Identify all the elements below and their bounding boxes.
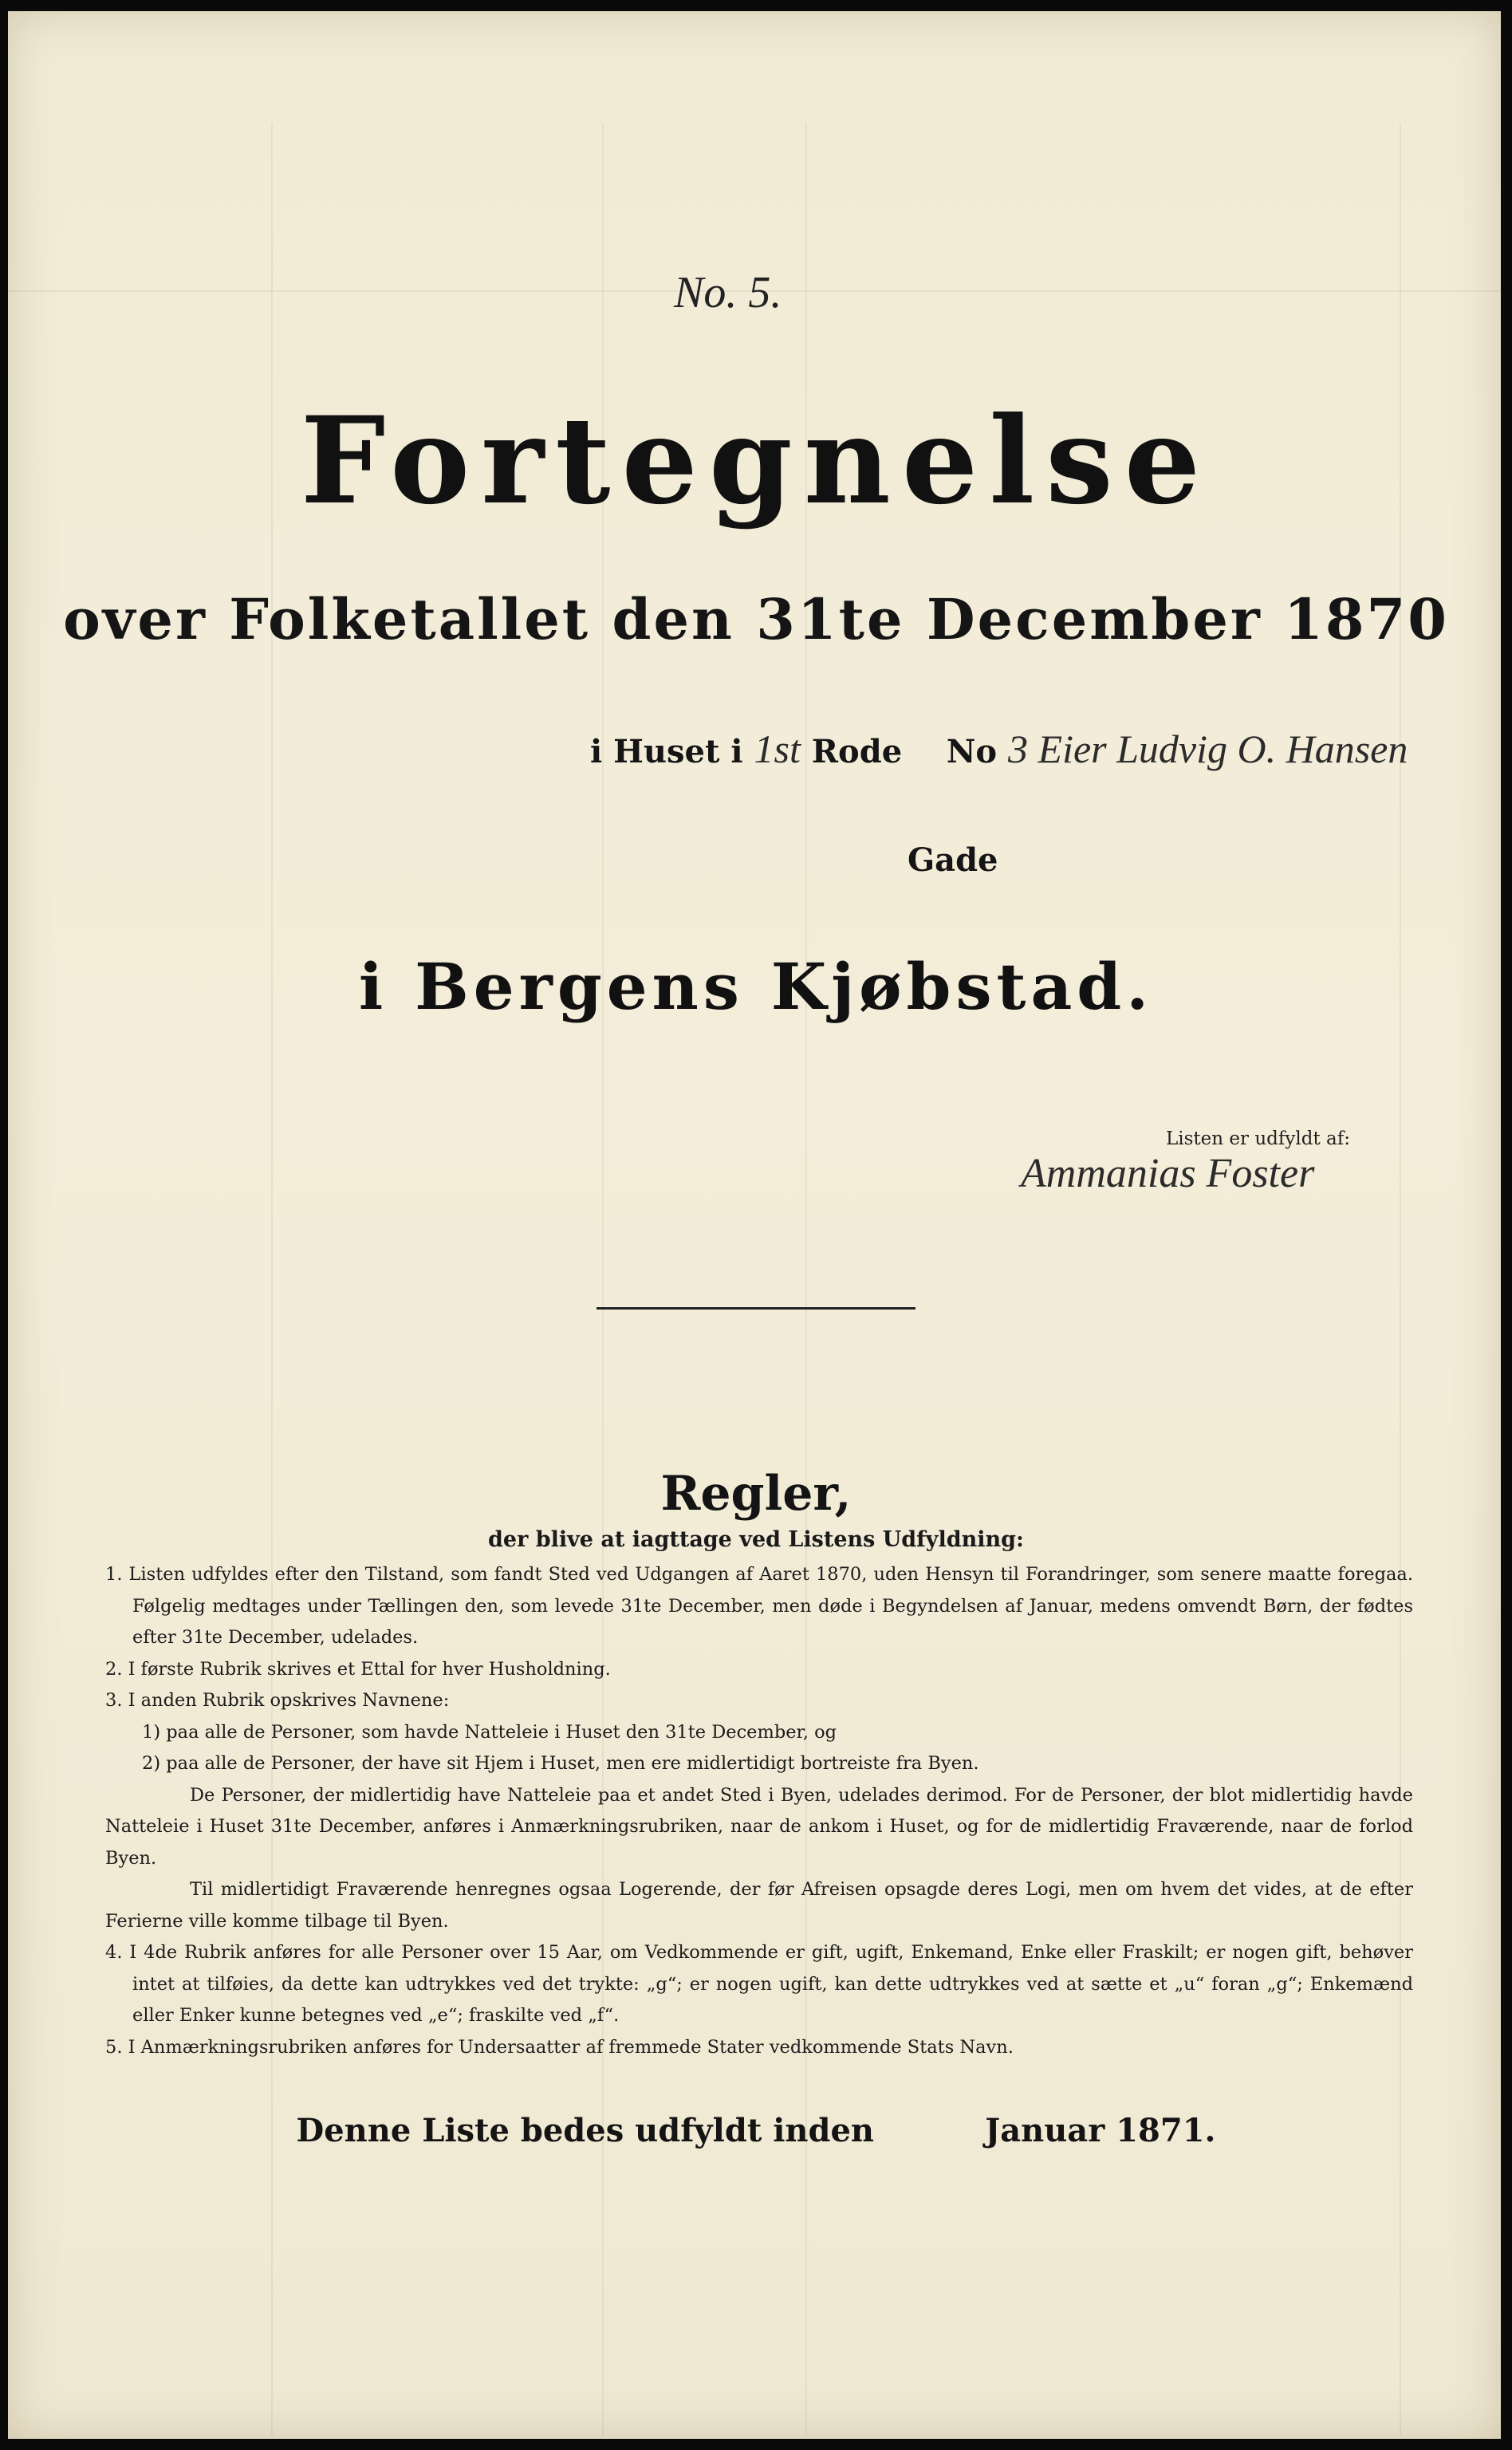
house-prefix: i Huset i: [590, 733, 743, 770]
house-address-line: [590, 726, 1408, 772]
form-number: No. 5.: [674, 268, 782, 317]
page-subtitle: over Folketallet den 31te December 1870: [63, 586, 1449, 652]
filled-by-label: Listen er udfyldt af:: [1166, 1128, 1350, 1149]
page-title: Fortegnelse: [300, 391, 1212, 531]
rules-list: [105, 1559, 1413, 2063]
census-form-sheet: [8, 11, 1501, 2439]
street-label: Gade: [908, 841, 998, 879]
rule-item-4: 4. I 4de Rubrik anføres for alle Personer over 15 Aar, om Vedkommende er gift, ugift, Enkemand, Enke eller Fraskilt; er nogen gift, behøver intet at tilføies, da dette kan udtrykkes ved det trykte: „g“; er nogen ugift, kan dette udtrykkes ved at sætte et „u“ foran „g“; Enkemænd eller Enker kunne betegnes ved „e“; fraskilte ved „f“.: [105, 1942, 1413, 2026]
rules-heading: Regler,: [660, 1466, 852, 1522]
number-label: No: [946, 733, 998, 770]
rule-item-3-sub-2: 2) paa alle de Personer, der have sit Hjem i Huset, men ere midlertidigt bortreiste fra Byen.: [142, 1753, 979, 1774]
divider-rule: [597, 1307, 915, 1310]
deadline-text: Denne Liste bedes udfyldt inden: [296, 2112, 875, 2149]
rule-item-3-note-2: Til midlertidigt Fraværende henregnes ogsaa Logerende, der før Afreisen opsagde deres Logi, men om hvem det vides, at de efter Ferierne ville komme tilbage til Byen.: [105, 1879, 1413, 1932]
deadline-date: Januar 1871.: [985, 2112, 1216, 2149]
deadline-line: [0, 2112, 1512, 2149]
owner-handwritten: 3 Eier Ludvig O. Hansen: [1008, 727, 1408, 771]
rule-item-3-sub-1: 1) paa alle de Personer, som havde Natteleie i Huset den 31te December, og: [142, 1721, 837, 1743]
rule-item-3-note-1: De Personer, der midlertidig have Natteleie paa et andet Sted i Byen, udelades derimod. For de Personer, der blot midlertidig havde Natteleie i Huset 31te December, anføres i Anmærkningsrubriken, naar de ankom i Huset, og for de midlertidig Fraværende, naar de forlod Byen.: [105, 1784, 1413, 1869]
filled-by-signature: Ammanias Foster: [1021, 1151, 1315, 1196]
rule-item-3: 3. I anden Rubrik opskrives Navnene:: [105, 1690, 450, 1711]
rode-label: Rode: [811, 733, 903, 770]
rode-handwritten: 1st: [754, 727, 801, 771]
city-heading: i Bergens Kjøbstad.: [358, 949, 1154, 1024]
rules-subheading: der blive at iagttage ved Listens Udfyldning:: [488, 1527, 1024, 1552]
rule-item-2: 2. I første Rubrik skrives et Ettal for hver Husholdning.: [105, 1658, 611, 1680]
rule-item-5: 5. I Anmærkningsrubriken anføres for Undersaatter af fremmede Stater vedkommende Stats Navn.: [105, 2036, 1014, 2058]
rule-item-1: 1. Listen udfyldes efter den Tilstand, som fandt Sted ved Udgangen af Aaret 1870, uden Hensyn til Forandringer, som senere maatte foregaa. Følgelig medtages under Tællingen den, som levede 31te December, men døde i Begyndelsen af Januar, medens omvendt Børn, der fødtes efter 31te December, udelades.: [105, 1564, 1413, 1648]
